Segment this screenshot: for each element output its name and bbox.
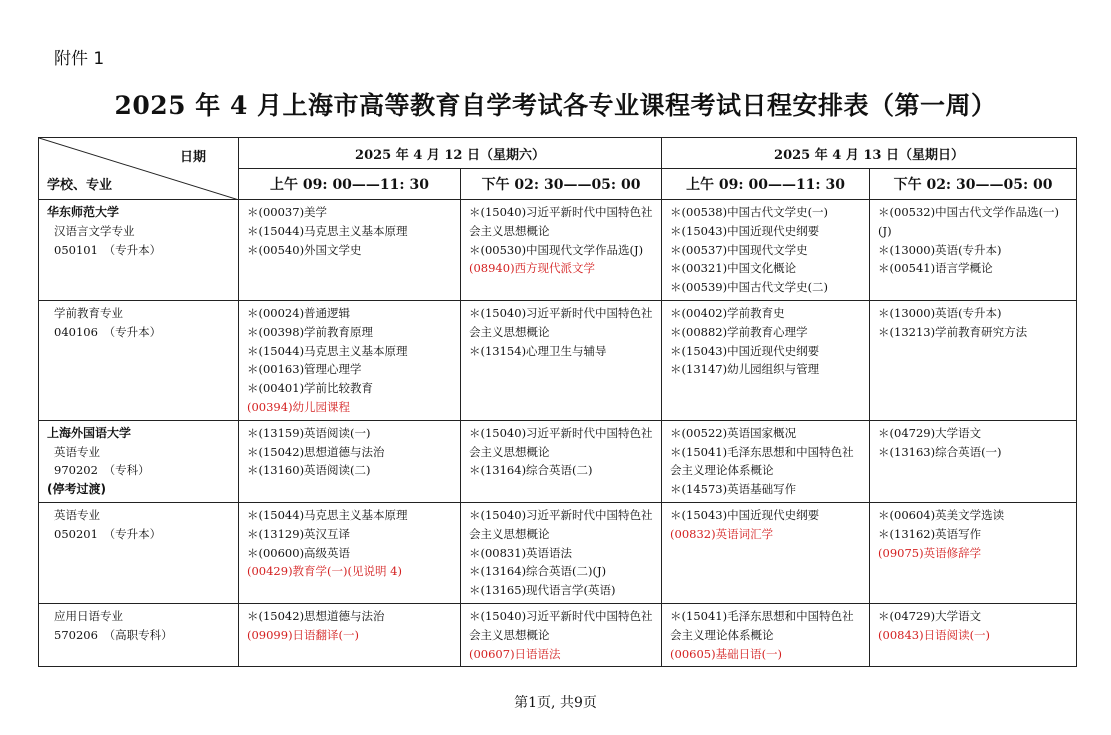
header-row-dates (39, 138, 1077, 169)
session-cell (870, 200, 1077, 301)
course-item: ＊(00831)英语语法 (469, 545, 573, 560)
course-item: ＊(00402)学前教育史 (670, 305, 785, 320)
course-item: ＊(15040)习近平新时代中国特色社会主义思想概论 (469, 425, 653, 459)
course-item: ＊(13164)综合英语(二)(J) (469, 564, 607, 579)
course-item: ＊(15040)习近平新时代中国特色社会主义思想概论 (469, 205, 653, 238)
course-item: ＊(15042)思想道德与法治 (247, 608, 385, 623)
course-item: ＊(15042)思想道德与法治 (247, 444, 385, 459)
document-title: 2025 年 4 月上海市高等教育自学考试各专业课程考试日程安排表（第一周） (114, 91, 997, 120)
course-item: ＊(15043)中国近现代史纲要 (670, 343, 820, 358)
table-row (39, 603, 1077, 666)
course-item: ＊(15043)中国近现代史纲要 (670, 223, 820, 238)
major-code: 570206 （高职专科） (54, 627, 173, 642)
session-cell (239, 420, 461, 502)
course-item: ＊(13147)幼儿园组织与管理 (670, 362, 820, 377)
session-cell (662, 200, 870, 301)
attachment-label: 附件 1 (54, 49, 105, 69)
course-item: ＊(00522)英语国家概况 (670, 425, 797, 440)
course-item: ＊(14573)英语基础写作 (670, 482, 797, 497)
course-item-highlighted: (08940)西方现代派文学 (469, 261, 596, 276)
time-header-sun-am: 上午 09: 00——11: 30 (662, 169, 870, 200)
course-item: ＊(15044)马克思主义基本原理 (247, 223, 408, 238)
course-item: ＊(04729)大学语文 (878, 425, 982, 440)
major-name: 英语专业 (54, 507, 100, 522)
course-item: ＊(00401)学前比较教育 (247, 381, 374, 396)
major-name: 汉语言文学专业 (54, 223, 135, 238)
session-cell (461, 502, 662, 603)
major-cell (39, 200, 239, 301)
major-name: 学前教育专业 (54, 305, 123, 320)
course-item: ＊(15044)马克思主义基本原理 (247, 507, 408, 522)
course-item: ＊(00539)中国古代文学史(二) (670, 280, 829, 295)
session-cell (461, 300, 662, 420)
session-cell (662, 502, 870, 603)
course-item: ＊(13129)英汉互译 (247, 526, 351, 541)
table-row (39, 420, 1077, 502)
course-item: ＊(13213)学前教育研究方法 (878, 324, 1028, 339)
course-item: ＊(13164)综合英语(二) (469, 463, 593, 478)
course-item: ＊(15040)习近平新时代中国特色社会主义思想概论 (469, 305, 653, 339)
course-item-highlighted: (00429)教育学(一)(见说明 4) (247, 564, 402, 579)
course-item: ＊(15043)中国近现代史纲要 (670, 507, 820, 522)
course-item: ＊(00604)英美文学选读 (878, 507, 1005, 522)
school-name: 华东师范大学 (47, 205, 120, 219)
schedule-body (39, 200, 1077, 667)
major-name: 英语专业 (54, 444, 100, 459)
table-row (39, 300, 1077, 420)
session-cell (870, 300, 1077, 420)
session-cell (461, 200, 662, 301)
major-name: 应用日语专业 (54, 608, 123, 623)
date-header-sat: 2025 年 4 月 12 日（星期六） (239, 138, 662, 169)
course-item: ＊(13162)英语写作 (878, 526, 982, 541)
course-item-highlighted: (00843)日语阅读(一) (878, 627, 991, 642)
session-cell (239, 300, 461, 420)
course-item: ＊(00532)中国古代文学作品选(一)(J) (878, 205, 1060, 238)
course-item: ＊(00321)中国文化概论 (670, 261, 797, 276)
course-item: ＊(00600)高级英语 (247, 545, 351, 560)
course-item: ＊(00538)中国古代文学史(一) (670, 205, 829, 219)
major-cell (39, 300, 239, 420)
table-row (39, 200, 1077, 301)
course-item: ＊(13159)英语阅读(一) (247, 425, 371, 440)
major-code: 050101 （专升本） (54, 242, 162, 257)
course-item: ＊(00024)普通逻辑 (247, 305, 351, 320)
course-item: ＊(04729)大学语文 (878, 608, 982, 623)
session-cell (870, 502, 1077, 603)
session-cell (461, 420, 662, 502)
course-item-highlighted: (00607)日语语法 (469, 646, 561, 661)
session-cell (239, 502, 461, 603)
course-item: ＊(15041)毛泽东思想和中国特色社会主义理论体系概论 (670, 608, 854, 642)
course-item: ＊(00530)中国现代文学作品选(J) (469, 242, 644, 257)
course-item: ＊(13000)英语(专升本) (878, 242, 1002, 257)
course-item: ＊(15044)马克思主义基本原理 (247, 343, 408, 358)
page-footer: 第1页, 共9页 (514, 695, 597, 711)
course-item: ＊(13000)英语(专升本) (878, 305, 1002, 320)
corner-date-label: 日期 (179, 150, 206, 165)
course-item-highlighted: (00394)幼儿园课程 (247, 399, 351, 414)
session-cell (870, 420, 1077, 502)
major-code: 050201 （专升本） (54, 526, 162, 541)
session-cell (662, 420, 870, 502)
session-cell (239, 200, 461, 301)
course-item-highlighted: (09099)日语翻译(一) (247, 627, 360, 642)
course-item: ＊(13163)综合英语(一) (878, 444, 1002, 459)
course-item: ＊(15040)习近平新时代中国特色社会主义思想概论 (469, 608, 653, 642)
course-item-highlighted: (09075)英语修辞学 (878, 545, 982, 560)
course-item: ＊(13154)心理卫生与辅导 (469, 343, 607, 358)
course-item: ＊(13165)现代语言学(英语) (469, 583, 616, 598)
course-item: ＊(00398)学前教育原理 (247, 324, 374, 339)
course-item: ＊(15041)毛泽东思想和中国特色社会主义理论体系概论 (670, 444, 854, 478)
course-item-highlighted: (00605)基础日语(一) (670, 646, 783, 661)
corner-school-label: 学校、专业 (47, 178, 113, 193)
table-row (39, 502, 1077, 603)
course-item: ＊(00882)学前教育心理学 (670, 324, 808, 339)
course-item: ＊(13160)英语阅读(二) (247, 463, 371, 478)
session-cell (239, 603, 461, 666)
time-header-sat-am: 上午 09: 00——11: 30 (239, 169, 461, 200)
course-item: ＊(00540)外国文学史 (247, 242, 362, 257)
course-item: ＊(00163)管理心理学 (247, 362, 362, 377)
major-note: (停考过渡) (47, 482, 106, 497)
major-cell (39, 420, 239, 502)
time-header-sun-pm: 下午 02: 30——05: 00 (870, 169, 1077, 200)
exam-schedule-table (38, 137, 1077, 667)
session-cell (461, 603, 662, 666)
course-item: ＊(00037)美学 (247, 205, 328, 219)
course-item: ＊(00537)中国现代文学史 (670, 242, 808, 257)
time-header-sat-pm: 下午 02: 30——05: 00 (461, 169, 662, 200)
major-cell (39, 502, 239, 603)
major-code: 040106 （专升本） (54, 324, 162, 339)
date-header-sun: 2025 年 4 月 13 日（星期日） (662, 138, 1077, 169)
major-cell (39, 603, 239, 666)
major-code: 970202 （专科） (54, 463, 150, 478)
course-item: ＊(15040)习近平新时代中国特色社会主义思想概论 (469, 507, 653, 541)
course-item: ＊(00541)语言学概论 (878, 261, 993, 276)
session-cell (662, 603, 870, 666)
course-item-highlighted: (00832)英语词汇学 (670, 526, 774, 541)
header-corner (39, 138, 239, 200)
session-cell (662, 300, 870, 420)
session-cell (870, 603, 1077, 666)
school-name: 上海外国语大学 (47, 425, 132, 440)
